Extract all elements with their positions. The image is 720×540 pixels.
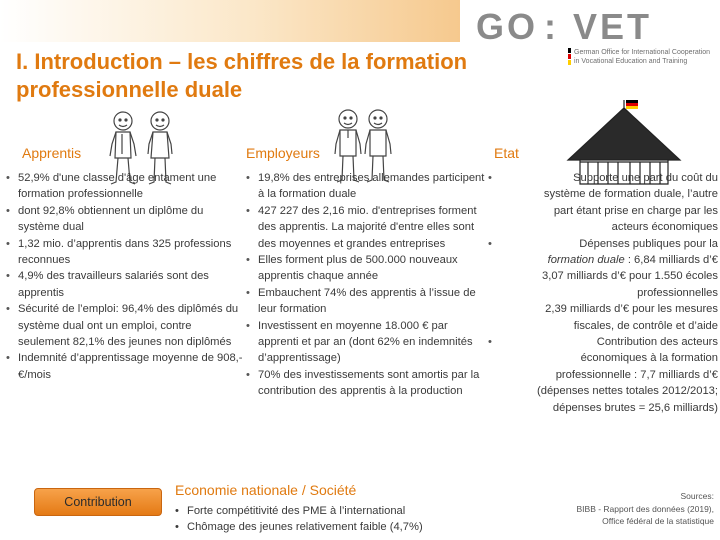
- page-title: [16, 48, 556, 104]
- list-item: • Contribution des acteurs économiques à la formation professionnelle : 7,7 milliards d’€ (dépenses nettes totales 2012/2013; dépenses brutes = 25,6 milliards): [500, 334, 718, 416]
- list-item: • Chômage des jeunes relativement faible (4,7%): [175, 519, 423, 535]
- header-gradient: [0, 0, 460, 42]
- employeurs-heading: Employeurs: [246, 145, 320, 161]
- list-item: • Indemnité d’apprentissage moyenne de 908,- €/mois: [6, 350, 246, 383]
- logo-wordmark: GO : VET: [476, 6, 653, 47]
- list-item: • 1,32 mio. d’apprentis dans 325 professions reconnues: [6, 236, 246, 269]
- list-item: • Supporte une part du coût du système de formation duale, l’autre part étant prise en charge par les acteurs économiques: [500, 170, 718, 236]
- economie-heading: Economie nationale / Société: [175, 482, 357, 498]
- etat-heading: Etat: [494, 145, 519, 161]
- list-item: • Forte compétitivité des PME à l’international: [175, 503, 423, 519]
- page-title-line-1: I. Introduction – les chiffres de la formation: [16, 49, 468, 74]
- logo-word-right: VET: [573, 6, 653, 47]
- sources-line-1: BIBB - Rapport des données (2019),: [576, 503, 714, 514]
- employeurs-column: [246, 170, 486, 400]
- list-item: • Dépenses publiques pour la formation duale : 6,84 milliards d’€ 3,07 milliards d’€ pour 1.550 écoles professionnelles 2,39 milliards d’€ pour les mesures fiscales, de contrôle et d’aide: [500, 236, 718, 334]
- list-item: • Elles forment plus de 500.000 nouveaux apprentis chaque année: [246, 252, 486, 285]
- list-item: • 19,8% des entreprises allemandes participent à la formation duale: [246, 170, 486, 203]
- employeurs-list: [246, 170, 486, 400]
- apprentis-heading: Apprentis: [22, 145, 82, 161]
- list-item: • dont 92,8% obtiennent un diplôme du système dual: [6, 203, 246, 236]
- govet-logo: [476, 6, 716, 72]
- etat-column: [500, 170, 718, 416]
- page-title-line-2: professionnelle duale: [16, 77, 243, 102]
- list-item: • Embauchent 74% des apprentis à l’issue de leur formation: [246, 285, 486, 318]
- logo-subtitle: [574, 48, 710, 66]
- logo-sub-2: in Vocational Education and Training: [574, 58, 688, 65]
- list-item: • 4,9% des travailleurs salariés sont des apprentis: [6, 268, 246, 301]
- list-item: • Sécurité de l’emploi: 96,4% des diplômés du système dual ont un emploi, contre seulement 82,1% des jeunes non diplômés: [6, 301, 246, 350]
- flag-icon: [568, 48, 571, 64]
- list-item: • 427 227 des 2,16 mio. d'entreprises forment des apprentis. La majorité d'entre elles sont des moyennes et grandes entreprises: [246, 203, 486, 252]
- sources-line-2: Office fédéral de la statistique: [602, 516, 714, 526]
- list-item: • Investissent en moyenne 18.000 € par apprenti et par an (dont 62% en indemnités d’apprentissage): [246, 318, 486, 367]
- logo-word-left: GO: [476, 6, 539, 47]
- apprentis-column: [6, 170, 246, 383]
- logo-sub-1: German Office for International Cooperation: [574, 49, 711, 56]
- list-item: • 52,9% d'une classe d'âge entament une formation professionnelle: [6, 170, 246, 203]
- economie-list: [175, 503, 423, 535]
- sources-note: [577, 490, 715, 528]
- sources-label: Sources:: [680, 491, 714, 501]
- list-item: • 70% des investissements sont amortis par la contribution des apprentis à la production: [246, 367, 486, 400]
- etat-list: [500, 170, 718, 416]
- apprentis-list: [6, 170, 246, 383]
- contribution-button[interactable]: Contribution: [34, 488, 162, 516]
